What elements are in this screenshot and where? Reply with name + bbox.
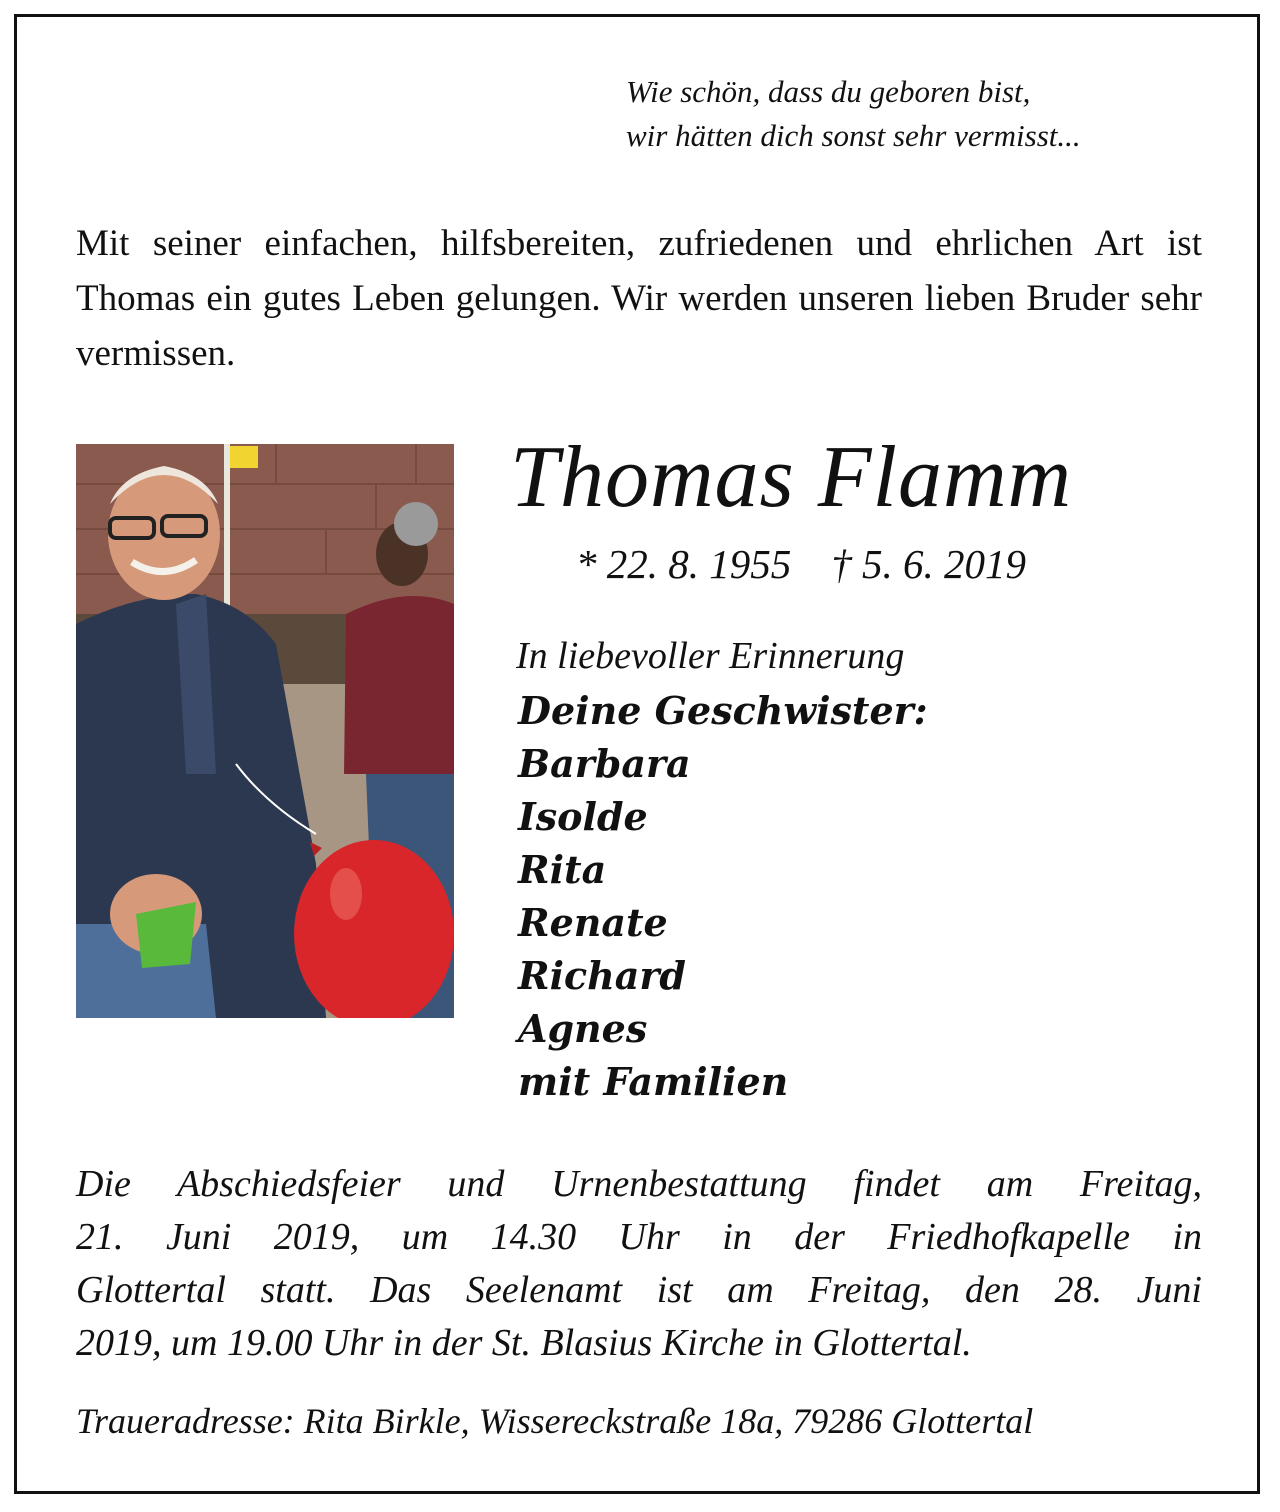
signer-name: Renate — [518, 900, 668, 945]
deceased-name: Thomas Flamm — [510, 429, 1073, 526]
quote-line-2: wir hätten dich sonst sehr vermisst... — [626, 118, 1081, 153]
signer-name: Barbara — [518, 741, 691, 786]
ceremony-line: 2019, um 19.00 Uhr in der St. Blasius Kirche in Glottertal. — [76, 1322, 972, 1364]
signers-list — [518, 684, 1178, 1108]
ceremony-line: Die Abschiedsfeier und Urnenbestattung findet am Freitag, — [76, 1163, 1202, 1205]
ceremony-line: Glottertal statt. Das Seelenamt ist am Freitag, den 28. Juni — [76, 1269, 1202, 1311]
signer-name: Agnes — [518, 1006, 648, 1051]
portrait-illustration — [76, 444, 454, 1018]
signers-closing: mit Familien — [518, 1059, 789, 1104]
ceremony-line: 21. Juni 2019, um 14.30 Uhr in der Friedhofkapelle in — [76, 1216, 1202, 1258]
signer-name: Richard — [518, 953, 686, 998]
signer-name: Rita — [518, 847, 607, 892]
death-date: † 5. 6. 2019 — [831, 541, 1026, 587]
memory-line: In liebevoller Erinnerung — [516, 635, 905, 677]
birth-date: * 22. 8. 1955 — [576, 541, 792, 587]
intro-paragraph: Mit seiner einfachen, hilfsbereiten, zufriedenen und ehrlichen Art ist Thomas ein gutes Leben gelungen. Wir werden unseren lieben Bruder sehr vermissen. — [76, 223, 1202, 374]
life-dates — [576, 536, 1216, 592]
portrait-photo — [76, 444, 454, 1018]
ceremony-paragraph — [76, 1158, 1202, 1370]
signer-name: Isolde — [518, 794, 648, 839]
quote-line-1: Wie schön, dass du geboren bist, — [626, 74, 1031, 109]
signers-heading: Deine Geschwister: — [518, 688, 928, 733]
opening-quote — [626, 70, 1226, 158]
mourning-address: Traueradresse: Rita Birkle, Wissereckstraße 18a, 79286 Glottertal — [76, 1401, 1034, 1441]
